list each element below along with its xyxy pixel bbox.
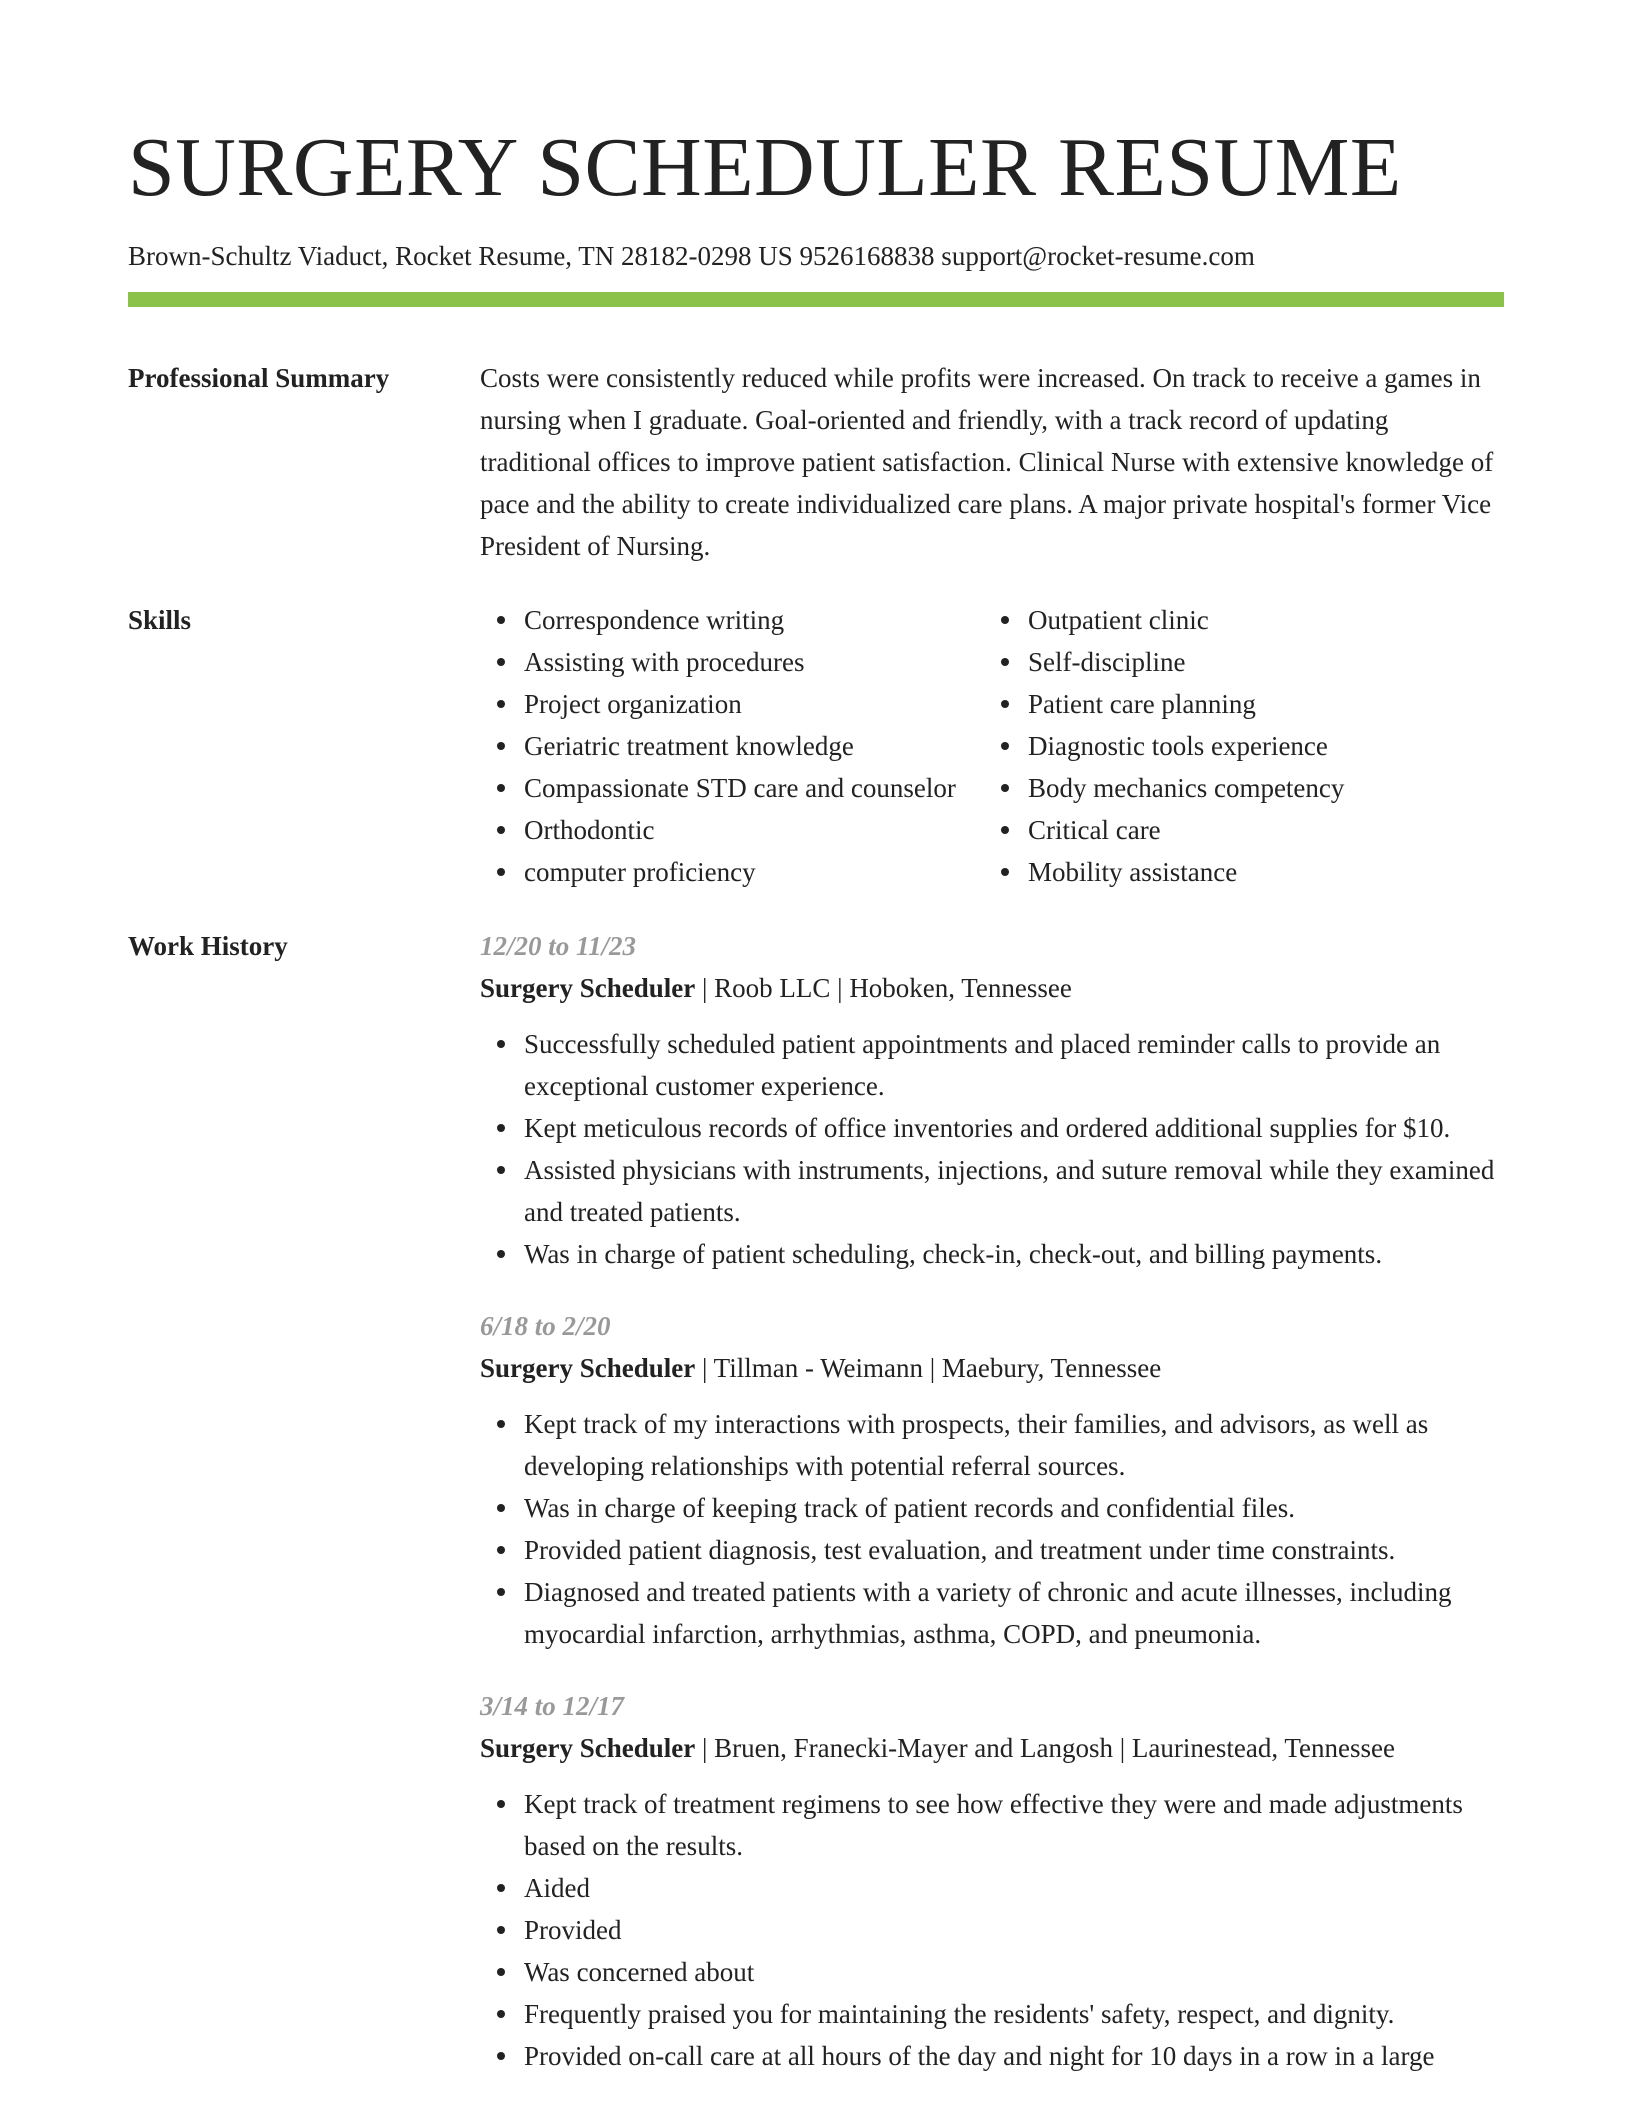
job-bullet: Diagnosed and treated patients with a variety of chronic and acute illnesses, including myocardial infarction, arrhythmias, asthma, COPD, and pneumonia. (524, 1571, 1504, 1655)
job-title: Surgery Scheduler (480, 1733, 696, 1763)
resume-title: SURGERY SCHEDULER RESUME (128, 121, 1402, 214)
skill-item: Critical care (1028, 809, 1488, 851)
job-dates: 6/18 to 2/20 (480, 1311, 611, 1341)
skills-body (480, 599, 1504, 893)
job-bullet: Kept track of treatment regimens to see how effective they were and made adjustments based on the results. (524, 1783, 1504, 1867)
summary-body (480, 357, 1504, 567)
skill-item: Assisting with procedures (524, 641, 984, 683)
skills-columns (480, 599, 1504, 893)
job-entry (480, 925, 1504, 1275)
job-dates: 12/20 to 11/23 (480, 931, 637, 961)
job-bullet: Successfully scheduled patient appointments and placed reminder calls to provide an exceptional customer experience. (524, 1023, 1504, 1107)
job-bullet: Provided patient diagnosis, test evaluation, and treatment under time constraints. (524, 1529, 1504, 1571)
job-details: | Roob LLC | Hoboken, Tennessee (695, 973, 1072, 1003)
skill-item: Correspondence writing (524, 599, 984, 641)
skill-item: Orthodontic (524, 809, 984, 851)
job-details: | Bruen, Franecki-Mayer and Langosh | Laurinestead, Tennessee (695, 1733, 1395, 1763)
section-label-summary: Professional Summary (128, 363, 390, 393)
job-bullet: Kept track of my interactions with prospects, their families, and advisors, as well as developing relationships with potential referral sources. (524, 1403, 1504, 1487)
section-label-work-history: Work History (128, 931, 288, 961)
job-bullet: Was concerned about (524, 1951, 1504, 1993)
section-label-skills: Skills (128, 605, 192, 635)
job-bullet: Provided on-call care at all hours of the day and night for 10 days in a row in a large (524, 2035, 1504, 2077)
job-title: Surgery Scheduler (480, 1353, 696, 1383)
skills-column-1 (480, 599, 984, 893)
job-bullets (480, 1023, 1504, 1275)
skill-item: Project organization (524, 683, 984, 725)
skill-item: Patient care planning (1028, 683, 1488, 725)
job-heading (480, 1727, 1504, 1769)
skill-item: Compassionate STD care and counselor (524, 767, 984, 809)
job-bullet: Aided (524, 1867, 1504, 1909)
job-dates: 3/14 to 12/17 (480, 1691, 625, 1721)
job-bullet: Provided (524, 1909, 1504, 1951)
skill-item: Body mechanics competency (1028, 767, 1488, 809)
skill-item: Outpatient clinic (1028, 599, 1488, 641)
job-entry (480, 1305, 1504, 1655)
work-history-section (128, 925, 1504, 2107)
job-bullet: Assisted physicians with instruments, injections, and suture removal while they examined and treated patients. (524, 1149, 1504, 1233)
job-bullet: Kept meticulous records of office inventories and ordered additional supplies for $10. (524, 1107, 1504, 1149)
skill-item: Diagnostic tools experience (1028, 725, 1488, 767)
job-details: | Tillman - Weimann | Maebury, Tennessee (695, 1353, 1162, 1383)
job-bullet: Frequently praised you for maintaining the residents' safety, respect, and dignity. (524, 1993, 1504, 2035)
skill-item: computer proficiency (524, 851, 984, 893)
job-bullets (480, 1403, 1504, 1655)
job-heading (480, 967, 1504, 1009)
professional-summary-section (128, 357, 1504, 567)
skill-item: Geriatric treatment knowledge (524, 725, 984, 767)
header-divider (128, 292, 1504, 307)
summary-text: Costs were consistently reduced while profits were increased. On track to receive a games in nursing when I graduate. Goal-oriented and friendly, with a track record of updating traditional offices to improve patient satisfaction. Clinical Nurse with extensive knowledge of pace and the ability to create individualized care plans. A major private hospital's former Vice President of Nursing. (480, 363, 1494, 561)
contact-line: Brown-Schultz Viaduct, Rocket Resume, TN 28182-0298 US 9526168838 support@rocket-resume.com (128, 241, 1255, 271)
work-history-body (480, 925, 1504, 2107)
job-bullets (480, 1783, 1504, 2077)
skill-item: Mobility assistance (1028, 851, 1488, 893)
job-bullet: Was in charge of patient scheduling, check-in, check-out, and billing payments. (524, 1233, 1504, 1275)
job-title: Surgery Scheduler (480, 973, 696, 1003)
job-heading (480, 1347, 1504, 1389)
job-entry (480, 1685, 1504, 2077)
job-bullet: Was in charge of keeping track of patient records and confidential files. (524, 1487, 1504, 1529)
skills-column-2 (984, 599, 1488, 893)
resume-page (128, 0, 1504, 2107)
skill-item: Self-discipline (1028, 641, 1488, 683)
skills-section (128, 599, 1504, 893)
